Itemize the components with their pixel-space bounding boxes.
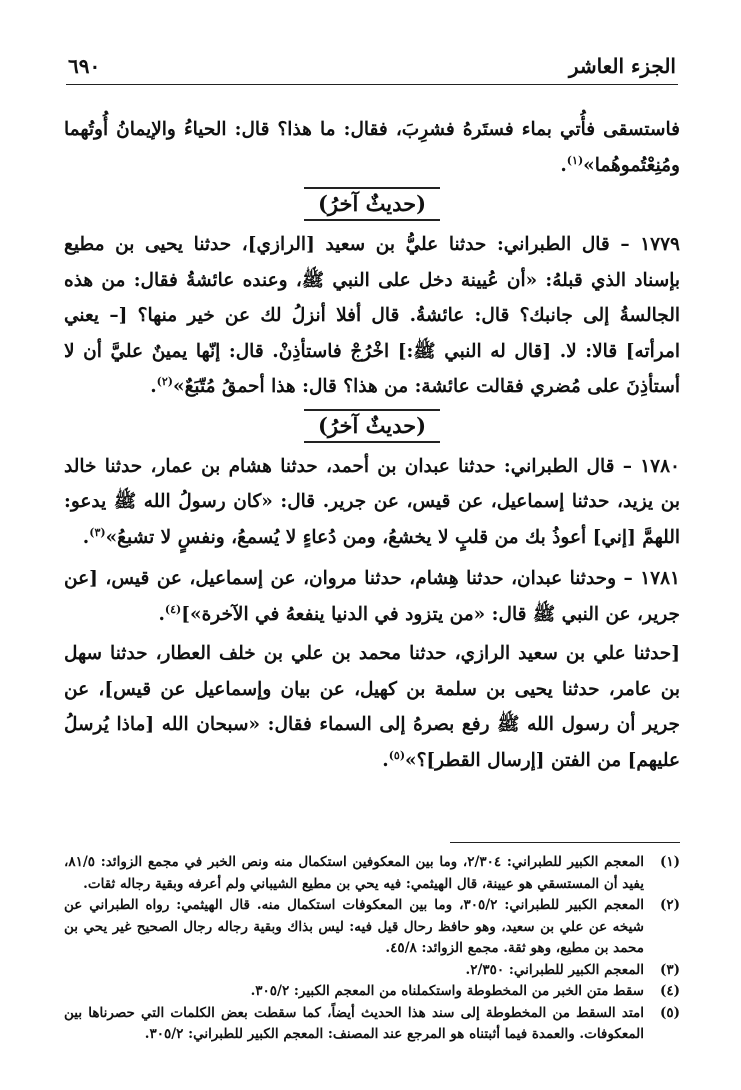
footnotes (64, 852, 680, 1046)
bracketed-paragraph: [حدثنا علي بن سعيد الرازي، حدثنا محمد بن علي بن خلف العطار، حدثنا سهل بن عامر، حدثنا يحيى بن سلمة بن كهيل، عن بيان وإسماعيل عن قيس]، عن جرير أن رسول الله ﷺ رفع بصرهُ إلى السماء فقال: «سبحان الله [ماذا يُرسلُ عليهم] من الفتن [إرسال القطر]؟»$^{(٥)}$. (64, 643, 680, 771)
footnote-item (64, 1003, 680, 1046)
hadith-text: – قال الطبراني: حدثنا عليُّ بن سعيد [الرازي]، حدثنا يحيى بن مطيع بإسناد الذي قبلهُ: «أن عُيينة دخل على النبي ﷺ، وعنده عائشةُ فقال: من هذه الجالسةُ إلى جانبك؟ قال: عائشةُ. قال أفلا أنزلُ لك عن خير منها؟ [– يعني امرأته] قالا: لا. [قال له النبي ﷺ:] اخْرُجْ فاستأذِنْ. قال: إنّها يمينٌ عليَّ أن لا أستأذِنَ على مُضري فقالت عائشة: من هذا؟ قال: هذا أحمقُ مُتّبَعٌ» (64, 234, 680, 397)
footnote-separator (450, 842, 680, 843)
hadith-1781: ١٧٨١ – وحدثنا عبدان، حدثنا هِشام، حدثنا مروان، عن إسماعيل، عن قيس، [عن جرير، عن النبي ﷺ قال: «من يتزود في الدنيا ينفعهُ في الآخرة»]$^{(٤)}$. (64, 568, 680, 625)
footnote-number: (٢) (659, 897, 680, 913)
section-heading (64, 407, 680, 445)
footnote-item (64, 852, 680, 895)
continuation-text: فاستسقى فأُتي بماء فستَرهُ فشرِبَ، فقال: ما هذا؟ قال: الحياءُ والإيمانُ أُوتُهما ومُنِعْتُموهُما» (64, 119, 680, 176)
section-heading (64, 185, 680, 223)
hadith-number: ١٧٧٩ (640, 234, 680, 255)
running-title: الجزء العاشر (568, 54, 676, 78)
hadith-1780: ١٧٨٠ – قال الطبراني: حدثنا عبدان بن أحمد، حدثنا هشام بن عمار، حدثنا خالد بن يزيد، حدثنا إسماعيل، عن قيس، عن جرير. قال: «كان رسولُ الله ﷺ يدعو: اللهمَّ [إني] أعوذُ بك من قلبٍ لا يخشعُ، ومن دُعاءٍ لا يُسمعُ، ونفسٍ لا تشبعُ»$^{(٣)}$. (64, 455, 680, 548)
section-heading-text: (حديثٌ آخرُ) (304, 187, 440, 221)
footnote-ref: (٣) (89, 525, 106, 539)
footnote-ref: (٤) (164, 602, 182, 616)
hadith-number: ١٧٨١ (640, 568, 680, 589)
footnote-item (64, 981, 680, 1003)
section-heading-text: (حديثٌ آخرُ) (304, 409, 440, 443)
footnote-item (64, 960, 680, 982)
footnote-text: سقط متن الخبر من المخطوطة واستكملناه من المعجم الكبير: ٣٠٥/٢. (250, 983, 644, 999)
hadith-text: – قال الطبراني: حدثنا عبدان بن أحمد، حدثنا هشام بن عمار، حدثنا خالد بن يزيد، حدثنا إسماعيل، عن قيس، عن جرير. قال: «كان رسولُ الله ﷺ يدعو: اللهمَّ [إني] أعوذُ بك من قلبٍ لا يخشعُ، ومن دُعاءٍ لا يُسمعُ، ونفسٍ لا تشبعُ» (64, 455, 680, 548)
footnote-text: امتد السقط من المخطوطة إلى سند هذا الحديث أيضاً، كما سقطت بعض الكلمات التي حصرناها بين المعكوفات. والعمدة فيما أثبتناه هو المرجع عند المصنف: المعجم الكبير للطبراني: ٣٠٥/٢. (64, 1004, 644, 1042)
main-text (64, 112, 680, 778)
continuation-paragraph: فاستسقى فأُتي بماء فستَرهُ فشرِبَ، فقال: ما هذا؟ قال: الحياءُ والإيمانُ أُوتُهما ومُنِعْتُموهُما»$^{(١)}$. (64, 119, 680, 176)
footnote-text: المعجم الكبير للطبراني: ٣٠٥/٢، وما بين المعكوفات استكمال منه. قال الهيثمي: رواه الطبراني عن شيخه عن علي بن سعيد، وهو حافظ رحال قيل فيه: ليس بذاك وبقية رجاله رجال الصحيح غير يحي بن محمد بن مطيع، وهو ثقة. مجمع الزوائد: ٤٥/٨. (64, 897, 644, 956)
hadith-text: – وحدثنا عبدان، حدثنا هِشام، حدثنا مروان، عن إسماعيل، عن قيس، [عن جرير، عن النبي ﷺ قال: «من يتزود في الدنيا ينفعهُ في الآخرة»] (64, 568, 680, 625)
footnote-text: المعجم الكبير للطبراني: ٢/٣٥٠. (465, 961, 644, 978)
footnote-number: (٣) (659, 961, 680, 978)
footnote-number: (١) (659, 854, 680, 870)
paragraph-text: [حدثنا علي بن سعيد الرازي، حدثنا محمد بن علي بن خلف العطار، حدثنا سهل بن عامر، حدثنا يحيى بن سلمة بن كهيل، عن بيان وإسماعيل عن قيس]، عن جرير أن رسول الله ﷺ رفع بصرهُ إلى السماء فقال: «سبحان الله [ماذا يُرسلُ عليهم] من الفتن [إرسال القطر]؟» (64, 643, 680, 771)
hadith-number: ١٧٨٠ (640, 455, 680, 477)
footnote-text: المعجم الكبير للطبراني: ٢/٣٠٤، وما بين المعكوفين استكمال منه ونص الخبر في مجمع الزوائد: ٨١/٥، يفيد أن المستسقي هو عيينة، قال الهيثمي: فيه يحي بن مطيع الشيباني ولم أعرفه وبقية رجاله ثقات. (64, 854, 644, 892)
hadith-1779: ١٧٧٩ – قال الطبراني: حدثنا عليُّ بن سعيد [الرازي]، حدثنا يحيى بن مطيع بإسناد الذي قبلهُ: «أن عُيينة دخل على النبي ﷺ، وعنده عائشةُ فقال: من هذه الجالسةُ إلى جانبك؟ قال: عائشةُ. قال أفلا أنزلُ لك عن خير منها؟ [– يعني امرأته] قالا: لا. [قال له النبي ﷺ:] اخْرُجْ فاستأذِنْ. قال: إنّها يمينٌ عليَّ أن لا أستأذِنَ على مُضري فقالت عائشة: من هذا؟ قال: هذا أحمقُ مُتّبَعٌ»$^{(٢)}$. (64, 234, 680, 397)
page-number: ٦٩٠ (68, 54, 101, 78)
footnote-number: (٤) (659, 983, 680, 999)
page-header (66, 54, 678, 85)
footnote-item (64, 895, 680, 960)
footnote-ref: (٥) (388, 748, 406, 762)
footnote-number: (٥) (659, 1004, 680, 1021)
footnote-ref: (٢) (156, 374, 173, 388)
footnote-ref: (١) (566, 153, 584, 167)
